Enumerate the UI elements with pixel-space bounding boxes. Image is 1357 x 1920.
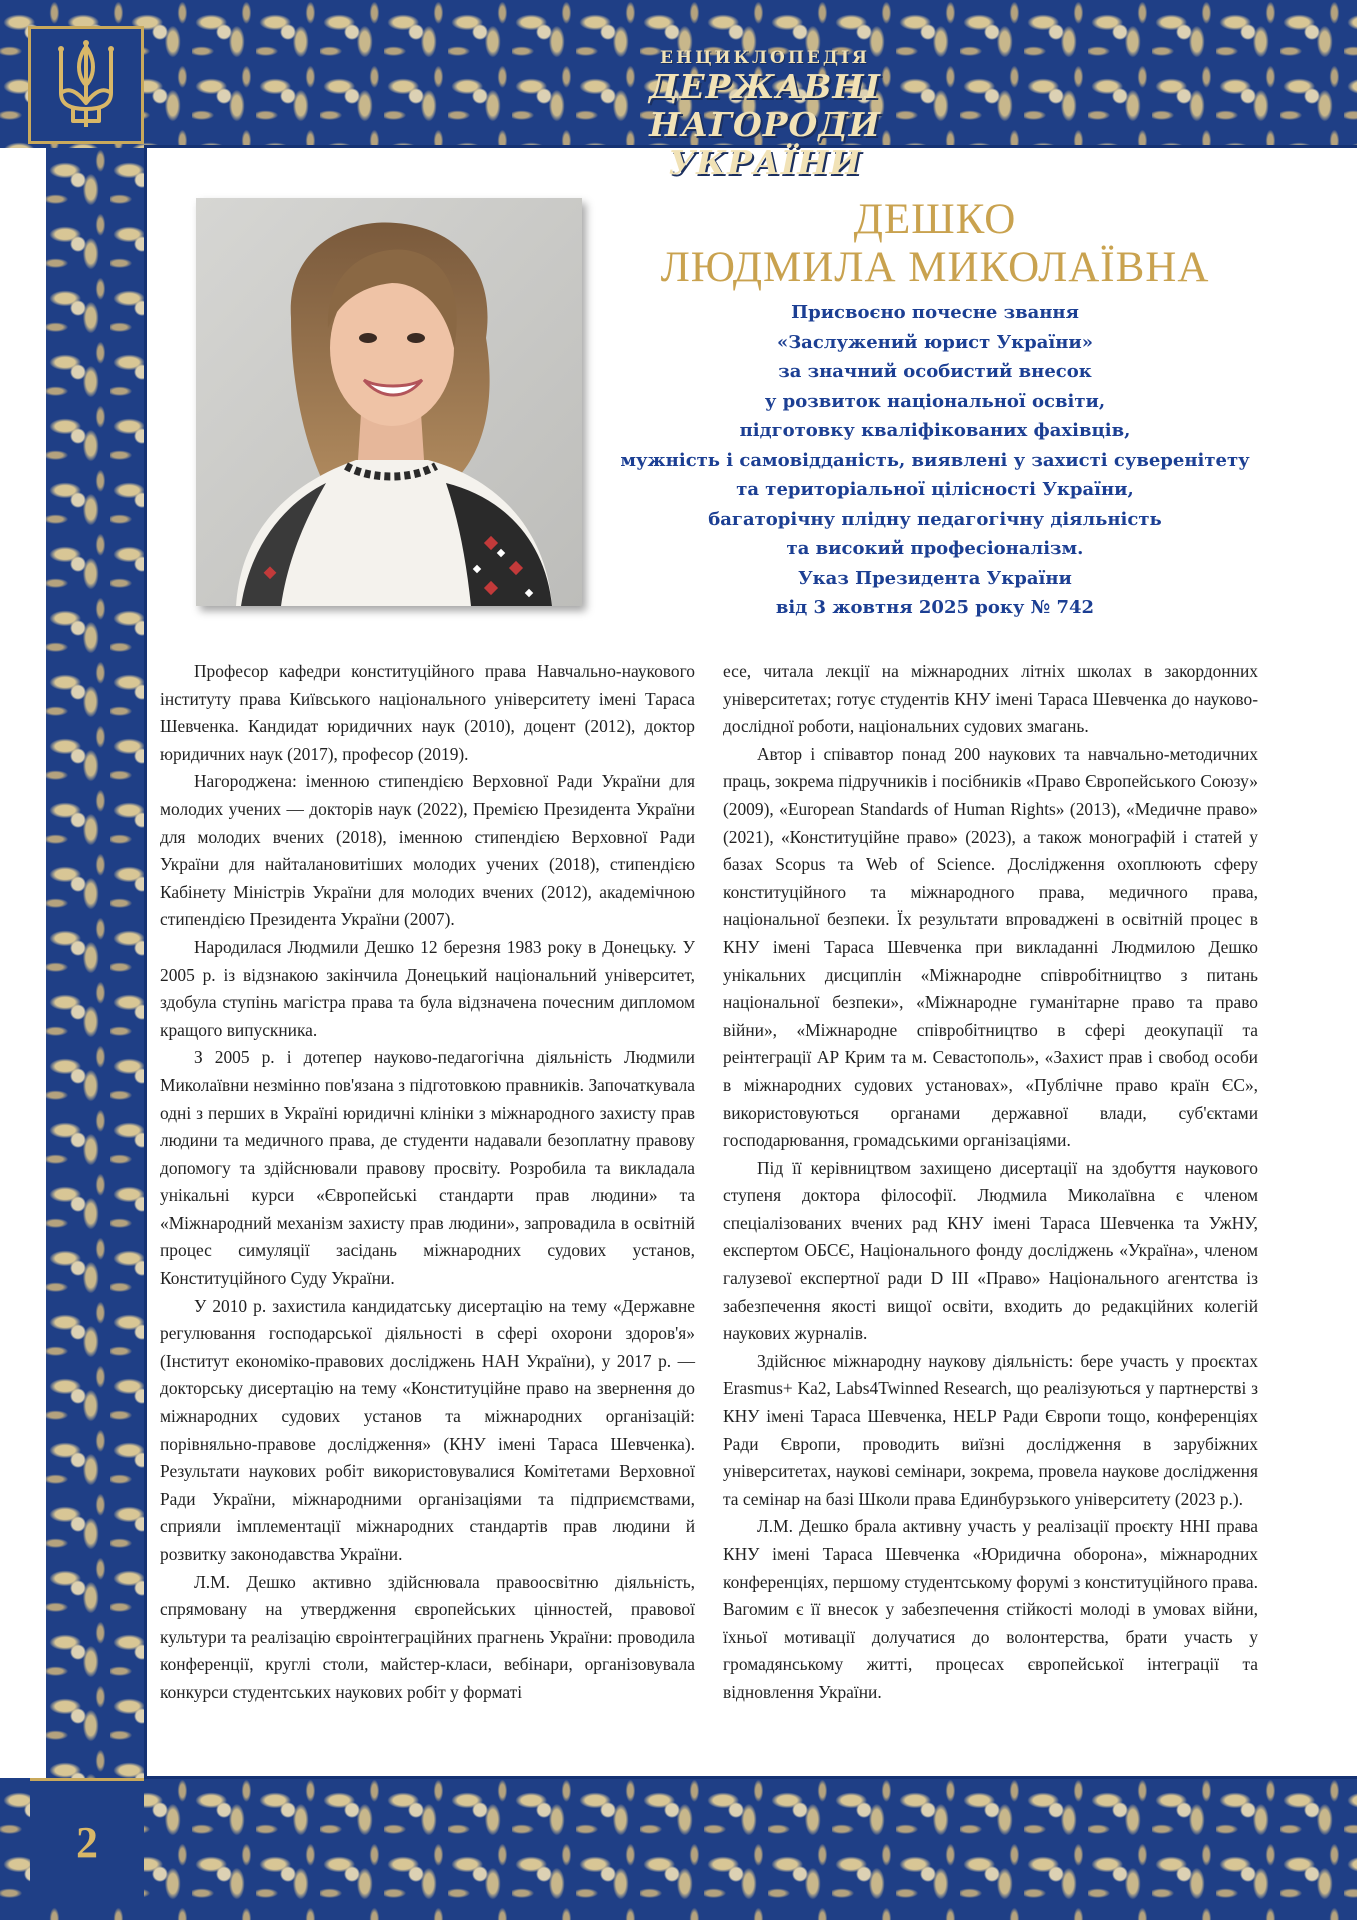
award-line: підготовку кваліфікованих фахівців, (739, 420, 1131, 441)
body-paragraph: Нагороджена: іменною стипендією Верховної Ради України для молодих учених — докторів наук (2022), Премією Президента України для молодих вчених (2018), іменною стипендією Верховної Ради України для найталановитіших молодих учених (2018), стипендією Кабінету Міністрів України для молодих вчених (2012), академічною стипендією Президента України (2007). (160, 771, 695, 930)
body-column-left (160, 658, 695, 1707)
page-number-box (30, 1778, 144, 1903)
body-paragraph: Професор кафедри конституційного права Навчально-наукового інституту права Київського національного університету імені Тараса Шевченка. Кандидат юридичних наук (2010), доцент (2012), доктор юридичних наук (2017), професор (2019). (160, 661, 695, 764)
award-line: за значний особистий внесок (778, 361, 1092, 382)
person-given-names: ЛЮДМИЛА МИКОЛАЇВНА (660, 244, 1210, 291)
body-paragraph: Народилася Людмили Дешко 12 березня 1983 року в Донецьку. У 2005 р. із відзнакою закінчила Донецький національний університет, здобула ступінь магістра права та була відзначена почесним дипломом кращого випускника. (160, 936, 695, 1040)
decree-line: Указ Президента України (798, 567, 1072, 589)
encyclopedia-label: ЕНЦИКЛОПЕДІЯ (660, 48, 870, 68)
body-paragraph: У 2010 р. захистила кандидатську дисертацію на тему «Державне регулювання господарської діяльності в сфері охорони здоров'я» (Інститут економіко-правових досліджень НАН України), у 2017 р. — докторську дисертацію на тему «Конституційне право на звернення до міжнародних судових установ та міжнародних організацій: порівняльно-правове дослідження» (КНУ імені Тараса Шевченка). Результати наукових робіт використовувалися Комітетами Верховної Ради України, міжнародними організаціями та підприємствами, сприяли імплементації міжнародних стандартів прав людини й розвитку законодавства України. (160, 1295, 695, 1564)
body-paragraph: Здійснює міжнародну наукову діяльність: бере участь у проєктах Erasmus+ Ka2, Labs4Twinned Research, що реалізуються у партнерстві з КНУ імені Тараса Шевченка, HELP Ради Європи тощо, конференціях Ради Європи, проводить виїзні дослідження в зарубіжних університетах, наукові семінари, зокрема, провела наукове дослідження та семінар на базі Школи права Единбурзького університету (2023 р.). (723, 1350, 1258, 1509)
page-number: 2 (76, 1817, 98, 1867)
left-ornament-band (46, 148, 144, 1778)
award-line: Присвоєно почесне звання (791, 302, 1079, 323)
award-line: багаторічну плідну педагогічну діяльність (708, 508, 1162, 530)
trident-icon (51, 37, 121, 133)
award-line: у розвиток національної освіти, (764, 390, 1106, 412)
body-paragraph: З 2005 р. і дотепер науково-педагогічна діяльність Людмили Миколаївни незмінно пов'язана з підготовкою правників. Започаткувала одні з перших в Україні юридичні клініки з міжнародного захисту прав людини та медичного права, де студенти надавали безоплатну правову допомогу та здійснювали правову просвіту. Розробила та викладала унікальні курси «Європейські стандарти прав людини» та «Міжнародний механізм захисту прав людини», запровадила в освітній процес симуляції засідань міжнародних судових установ, Конституційного Суду України. (160, 1047, 695, 1289)
portrait-illustration (196, 198, 582, 606)
body-column-right (723, 658, 1258, 1707)
award-line: та територіальної цілісності України, (736, 479, 1134, 500)
bottom-band-edge (144, 1776, 1357, 1779)
award-heading (590, 196, 1280, 623)
award-text (590, 298, 1280, 623)
person-surname: ДЕШКО (853, 196, 1017, 243)
body-paragraph-continuation: есе, читала лекції на міжнародних літніх школах в закордонних університетах; готує студентів КНУ імені Тараса Шевченка до науково-дослідної роботи, національних судових змагань. (723, 661, 1258, 737)
award-line: «Заслужений юрист України» (776, 331, 1094, 353)
body-paragraph: Л.М. Дешко брала активну участь у реалізації проєкту ННІ права КНУ імені Тараса Шевченка «Юридична оборона», міжнародних конференціях, першому студентському форумі з конституційного права. Вагомим є її внесок у забезпечення стійкості молоді в умовах війни, їхньої мотивації долучатися до волонтерства, брати участь у громадянському житті, процесах європейської інтеграції та відновлення України. (723, 1516, 1258, 1702)
encyclopedia-title (600, 48, 930, 182)
award-line: та високий професіоналізм. (786, 538, 1084, 559)
body-paragraph: Автор і співавтор понад 200 наукових та навчально-методичних праць, зокрема підручників і посібників «Право Європейського Союзу» (2009), «European Standards of Human Rights» (2013), «Медичне право» (2021), «Конституційне право» (2023), а також монографій і статей у базах Scopus та Web of Science. Дослідження охоплюють сферу конституційного та міжнародного права, медичного права, національної безпеки. Їх результати впроваджені в освітній процес в КНУ імені Тараса Шевченка при викладанні Людмилою Дешко унікальних дисциплін «Міжнародне співробітництво з питань національної безпеки», «Міжнародне гуманітарне право та право війни», «Міжнародне співробітництво в сфері деокупації та реінтеграції АР Крим та м. Севастополь», «Захист прав і свобод особи в міжнародних судових установах», «Публічне право країн ЄС», використовуються органами державної влади, суб'єктами господарювання, громадськими організаціями. (723, 743, 1258, 1151)
bottom-ornament-band (0, 1778, 1357, 1920)
body-paragraph: Під її керівництвом захищено дисертації на здобуття наукового ступеня доктора філософії. Людмила Миколаївна є членом спеціалізованих вчених рад КНУ імені Тараса Шевченка та УжНУ, експертом ОБСЄ, Національного фонду досліджень «Україна», членом галузевої експертної ради D III «Право» Національного агентства із забезпечення якості вищої освіти, входить до редакційних колегій наукових журналів. (723, 1157, 1258, 1344)
award-line: мужність і самовідданість, виявлені у захисті суверенітету (620, 449, 1250, 471)
body-paragraph: Л.М. Дешко активно здійснювала правоосвітню діяльність, спрямовану на утвердження європейських цінностей, правової культури та реалізацію євроінтеграційних прагнень України: проводила конференції, круглі столи, майстер-класи, вебінари, організовувала конкурси студентських наукових робіт у форматі (160, 1571, 695, 1702)
encyclopedia-title-line: ДЕРЖАВНІ НАГОРОДИ (649, 67, 881, 144)
encyclopedia-title-line: УКРАЇНИ (668, 143, 862, 182)
left-band-edge (144, 148, 147, 1778)
decree-date-line: від 3 жовтня 2025 року № 742 (775, 597, 1095, 618)
portrait-photo (196, 198, 582, 606)
coat-of-arms-box (28, 26, 144, 144)
